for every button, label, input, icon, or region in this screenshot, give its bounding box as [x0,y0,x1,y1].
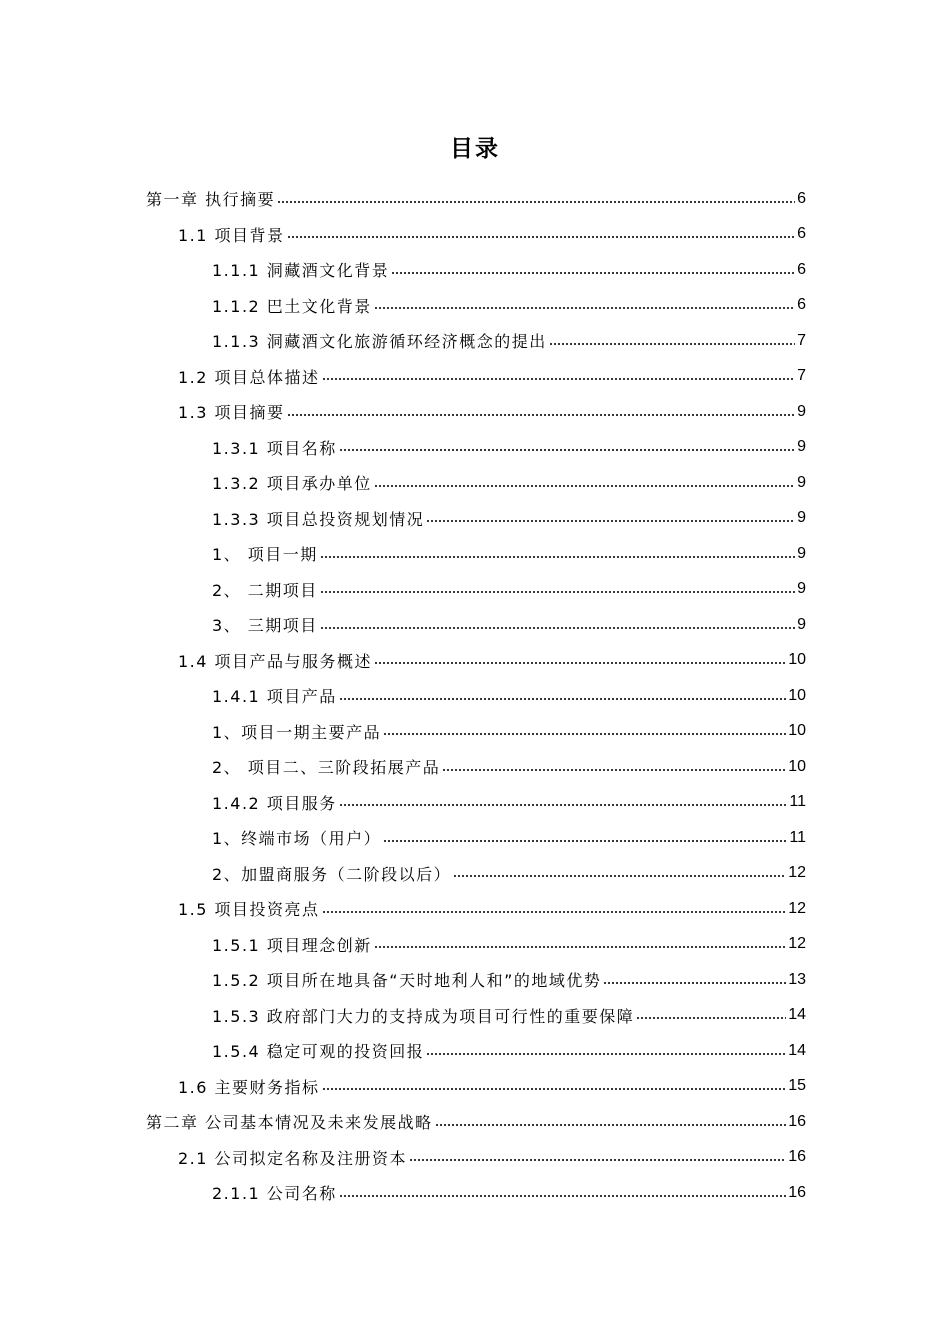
toc-dot-leader [339,1192,786,1200]
toc-dot-leader [374,304,795,312]
toc-page-number: 16 [788,1183,806,1201]
toc-dot-leader [320,553,795,561]
toc-entry-text: 2、 项目二、三阶段拓展产品 [212,758,441,778]
toc-page-number: 12 [788,935,806,953]
toc-dot-leader [391,269,795,277]
toc-page-number: 6 [797,189,806,207]
toc-page-number: 9 [797,580,806,598]
toc-entry-text: 1.6 主要财务指标 [178,1077,320,1097]
toc-page-number: 9 [797,402,806,420]
toc-entry-text: 1.3.2 项目承办单位 [212,474,372,494]
toc-entry-text: 2、 二期项目 [212,580,318,600]
toc-dot-leader [374,943,786,951]
toc-page-number: 13 [788,970,806,988]
toc-entry[interactable] [0,678,950,714]
toc-dot-leader [383,837,787,845]
toc-page-number: 11 [789,793,806,811]
toc-entry[interactable] [0,430,950,466]
toc-title: 目录 [450,136,500,162]
toc-entry-text: 2.1 公司拟定名称及注册资本 [178,1148,408,1168]
toc-entry[interactable] [0,181,950,217]
toc-page-number: 6 [797,225,806,243]
toc-entry[interactable] [0,288,950,324]
toc-page-number: 14 [788,1041,806,1059]
toc-dot-leader [277,198,795,206]
toc-entry-text: 1.5.2 项目所在地具备“天时地利人和”的地域优势 [212,971,602,991]
toc-dot-leader [442,766,786,774]
toc-entry[interactable] [0,785,950,821]
toc-entry-text: 1.3 项目摘要 [178,403,285,423]
toc-page-number: 16 [788,1112,806,1130]
toc-dot-leader [435,1121,787,1129]
toc-entry-text: 1.4 项目产品与服务概述 [178,651,373,671]
toc-dot-leader [426,517,795,525]
toc-entry-text: 3、 三期项目 [212,616,318,636]
toc-entry[interactable] [0,891,950,927]
toc-entry-text: 1.5.4 稳定可观的投资回报 [212,1042,425,1062]
toc-entry-text: 1.5.1 项目理念创新 [212,935,372,955]
toc-dot-leader [374,659,786,667]
toc-dot-leader [339,801,788,809]
toc-page-number: 9 [797,509,806,527]
toc-dot-leader [549,340,795,348]
toc-dot-leader [320,624,795,632]
toc-page-number: 11 [789,828,806,846]
toc-entry-text: 第二章 公司基本情况及未来发展战略 [146,1113,433,1133]
toc-dot-leader [409,1156,786,1164]
toc-entry[interactable] [0,714,950,750]
toc-page-number: 7 [797,331,806,349]
toc-dot-leader [339,446,795,454]
toc-dot-leader [287,233,796,241]
toc-page-number: 16 [788,1148,806,1166]
toc-entry-text: 1、终端市场（用户） [212,829,382,849]
toc-dot-leader [374,482,795,490]
toc-entry-text: 1.5 项目投资亮点 [178,900,320,920]
toc-dot-leader [287,411,796,419]
toc-entry-text: 2.1.1 公司名称 [212,1184,337,1204]
toc-dot-leader [383,730,786,738]
toc-entry-text: 1、 项目一期 [212,545,318,565]
toc-page-number: 9 [797,544,806,562]
toc-entry[interactable] [0,394,950,430]
toc-entry-text: 1.1.2 巴土文化背景 [212,296,372,316]
toc-page-number: 10 [788,722,806,740]
toc-entry[interactable] [0,1069,950,1105]
toc-entry-text: 2、加盟商服务（二阶段以后） [212,864,452,884]
toc-page-number: 12 [788,864,806,882]
toc-entry[interactable] [0,465,950,501]
toc-entry[interactable] [0,1140,950,1176]
toc-entry[interactable] [0,323,950,359]
toc-dot-leader [453,872,786,880]
toc-entry-text: 1.2 项目总体描述 [178,367,320,387]
toc-entry[interactable] [0,749,950,785]
toc-entry[interactable] [0,1175,950,1211]
toc-entry[interactable] [0,572,950,608]
toc-page-number: 9 [797,473,806,491]
toc-dot-leader [322,375,796,383]
toc-dot-leader [320,588,795,596]
toc-page-number: 10 [788,651,806,669]
toc-page-number: 9 [797,438,806,456]
toc-entry[interactable] [0,252,950,288]
toc-dot-leader [322,908,787,916]
toc-entry[interactable] [0,607,950,643]
toc-entry-text: 1、项目一期主要产品 [212,722,382,742]
toc-page-number: 9 [797,615,806,633]
toc-entry[interactable] [0,927,950,963]
toc-entry-text: 1.1.1 洞藏酒文化背景 [212,261,390,281]
toc-dot-leader [339,695,786,703]
toc-entry-text: 1.4.2 项目服务 [212,793,337,813]
toc-entry[interactable] [0,501,950,537]
toc-entry[interactable] [0,217,950,253]
toc-dot-leader [426,1050,786,1058]
toc-entry-text: 1.1 项目背景 [178,225,285,245]
toc-page-number: 12 [788,899,806,917]
toc-entry[interactable] [0,536,950,572]
toc-entry[interactable] [0,820,950,856]
toc-entry[interactable] [0,1033,950,1069]
toc-dot-leader [322,1085,787,1093]
toc-page-number: 6 [797,296,806,314]
toc-page-number: 10 [788,757,806,775]
toc-dot-leader [636,1014,786,1022]
toc-entry-text: 第一章 执行摘要 [146,190,276,210]
toc-entry[interactable] [0,962,950,998]
toc-entry[interactable] [0,643,950,679]
toc-entry[interactable] [0,1104,950,1140]
toc-page-number: 15 [788,1077,806,1095]
toc-list [0,181,950,1211]
toc-page-number: 7 [797,367,806,385]
toc-entry-text: 1.3.1 项目名称 [212,438,337,458]
toc-entry-text: 1.3.3 项目总投资规划情况 [212,509,425,529]
toc-dot-leader [603,979,786,987]
toc-entry-text: 1.4.1 项目产品 [212,687,337,707]
toc-entry[interactable] [0,359,950,395]
toc-entry-text: 1.1.3 洞藏酒文化旅游循环经济概念的提出 [212,332,547,352]
toc-entry-text: 1.5.3 政府部门大力的支持成为项目可行性的重要保障 [212,1006,635,1026]
toc-page-number: 14 [788,1006,806,1024]
toc-entry[interactable] [0,998,950,1034]
toc-entry[interactable] [0,856,950,892]
toc-page-number: 10 [788,686,806,704]
toc-page-number: 6 [797,260,806,278]
